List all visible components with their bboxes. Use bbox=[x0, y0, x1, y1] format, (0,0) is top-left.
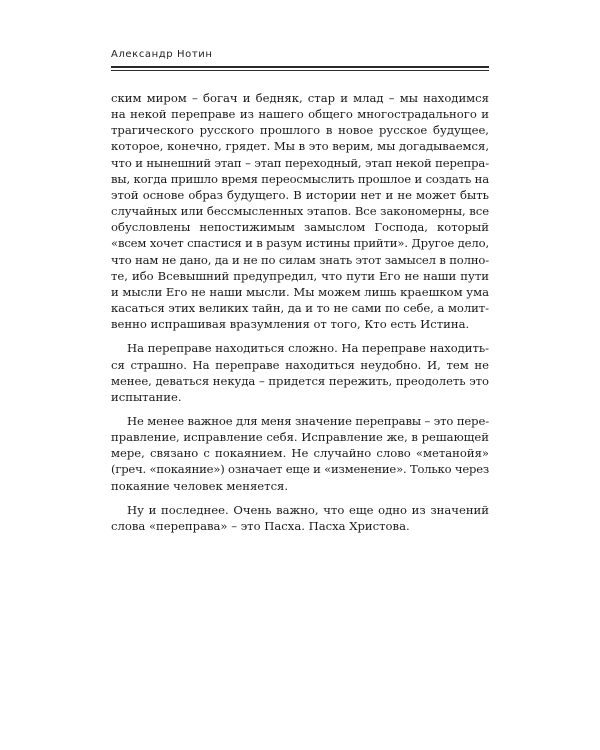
text-line: (греч. «покаяние») означает еще и «изменение». Только через bbox=[111, 462, 489, 477]
text-line: что нам не дано, да и не по силам знать этот замысел в полно- bbox=[111, 252, 489, 267]
text-line: вы, когда пришло время переосмыслить прошлое и создать на bbox=[111, 171, 489, 186]
paragraph bbox=[111, 340, 489, 405]
paragraph bbox=[111, 502, 489, 534]
text-line: Ну и последнее. Очень важно, что еще одно из значений bbox=[127, 502, 489, 517]
text-line: менее, деваться некуда – придется пережить, преодолеть это bbox=[111, 373, 489, 388]
header-rule-thin bbox=[111, 70, 489, 71]
running-head: Александр Нотин bbox=[111, 49, 213, 60]
text-line: которое, конечно, грядет. Мы в это верим, мы догадываемся, bbox=[111, 139, 489, 154]
paragraph bbox=[111, 413, 489, 494]
header-rule-thick bbox=[111, 66, 489, 68]
text-line: те, ибо Всевышний предупредил, что пути Его не наши пути bbox=[111, 268, 489, 283]
text-line: слова «переправа» – это Пасха. Пасха Христова. bbox=[111, 518, 410, 533]
text-line: Не менее важное для меня значение переправы – это пере- bbox=[127, 413, 490, 428]
text-line: венно испрашивая вразумления от того, Кто есть Истина. bbox=[111, 317, 470, 332]
text-line: и мысли Его не наши мысли. Мы можем лишь краешком ума bbox=[111, 284, 489, 299]
paragraph bbox=[111, 90, 489, 332]
text-line: правление, исправление себя. Исправление же, в решающей bbox=[111, 430, 489, 445]
text-line: трагического русского прошлого в новое русское будущее, bbox=[111, 123, 489, 138]
text-line: ским миром – богач и бедняк, стар и млад – мы находимся bbox=[111, 91, 489, 105]
text-line: случайных или бессмысленных этапов. Все закономерны, все bbox=[111, 204, 489, 219]
text-line: «всем хочет спастися и в разум истины прийти». Другое дело, bbox=[111, 236, 489, 251]
text-line: испытание. bbox=[111, 389, 182, 404]
text-line: ся страшно. На переправе находиться неудобно. И, тем не bbox=[111, 357, 489, 372]
text-line: этой основе образ будущего. В истории нет и не может быть bbox=[111, 187, 489, 202]
text-line: покаяние человек меняется. bbox=[111, 478, 289, 493]
text-line: касаться этих великих тайн, да и то не сами по себе, а молит- bbox=[111, 301, 489, 316]
text-line: что и нынешний этап – этап переходный, этап некой перепра- bbox=[111, 155, 489, 170]
text-line: обусловлены непостижимым замыслом Господа, который bbox=[111, 220, 489, 235]
text-line: на некой переправе из нашего общего многострадального и bbox=[111, 107, 489, 122]
body-text bbox=[111, 90, 489, 542]
text-line: На переправе находиться сложно. На переправе находить- bbox=[127, 341, 489, 356]
text-line: мере, связано с покаянием. Не случайно слово «метанойя» bbox=[111, 446, 489, 461]
